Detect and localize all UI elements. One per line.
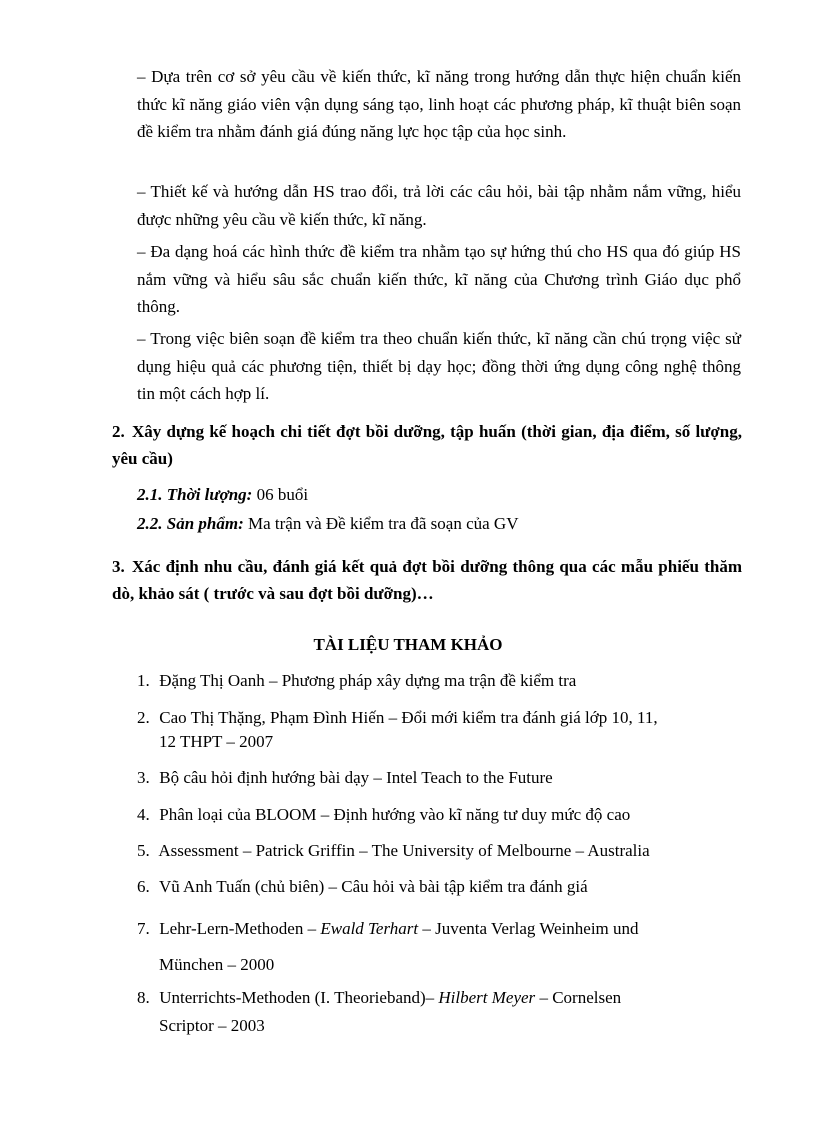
reference-continuation: München – 2000 <box>159 955 275 974</box>
reference-text: Bộ câu hỏi định hướng bài dạy – Intel Teach to the Future <box>159 768 553 787</box>
item-label: 2.1. Thời lượng: <box>137 485 253 504</box>
reference-number: 3. <box>137 768 150 787</box>
reference-author: Hilbert Meyer <box>438 988 536 1007</box>
section-3-heading <box>112 553 742 607</box>
reference-text: Phân loại của BLOOM – Định hướng vào kĩ năng tư duy mức độ cao <box>159 805 631 824</box>
section-2-heading <box>112 418 742 472</box>
section-3-title: Xác định nhu cầu, đánh giá kết quả đợt bồi dưỡng thông qua các mẫu phiếu thăm dò, khảo sát ( trước và sau đợt bồi dưỡng)… <box>112 557 742 603</box>
references-title: TÀI LIỆU THAM KHẢO <box>313 635 503 654</box>
reference-text: Đặng Thị Oanh – Phương pháp xây dựng ma trận đề kiểm tra <box>159 671 577 690</box>
reference-item <box>137 669 737 693</box>
reference-number: 7. <box>137 919 150 938</box>
reference-number: 8. <box>137 988 150 1007</box>
reference-text-tail: – Cornelsen <box>535 988 622 1007</box>
reference-continuation: Scriptor – 2003 <box>159 1016 265 1035</box>
reference-author: Ewald Terhart <box>320 919 419 938</box>
reference-number: 2. <box>137 708 150 727</box>
reference-text: Cao Thị Thặng, Phạm Đình Hiến – Đổi mới kiểm tra đánh giá lớp 10, 11, <box>159 708 658 727</box>
reference-item <box>137 803 737 827</box>
reference-item <box>137 766 737 790</box>
reference-number: 5. <box>137 841 150 860</box>
section-3-number: 3. <box>112 557 125 576</box>
bullet-paragraph: – Thiết kế và hướng dẫn HS trao đổi, trả lời các câu hỏi, bài tập nhằm nắm vững, hiểu được những yêu cầu về kiến thức, kĩ năng. <box>137 182 741 229</box>
reference-item <box>137 911 737 983</box>
section-2-number: 2. <box>112 422 125 441</box>
reference-continuation: 12 THPT – 2007 <box>159 732 274 751</box>
item-value: Ma trận và Đề kiểm tra đã soạn của GV <box>243 514 519 533</box>
bullet-paragraph: – Đa dạng hoá các hình thức đề kiểm tra nhằm tạo sự hứng thú cho HS qua đó giúp HS nắm vững và hiểu sâu sắc chuẩn kiến thức, kĩ năng của Chương trình Giáo dục phổ thông. <box>137 242 741 316</box>
reference-text: Vũ Anh Tuấn (chủ biên) – Câu hỏi và bài tập kiểm tra đánh giá <box>158 877 588 896</box>
section-2-item <box>137 483 308 507</box>
reference-item <box>137 706 737 754</box>
section-2-item <box>137 512 518 536</box>
reference-text-tail: – Juventa Verlag Weinheim und <box>418 919 639 938</box>
reference-item <box>137 984 737 1040</box>
bullet-paragraph: – Dựa trên cơ sở yêu cầu về kiến thức, kĩ năng trong hướng dẫn thực hiện chuẩn kiến thức kĩ năng giáo viên vận dụng sáng tạo, linh hoạt các phương pháp, kĩ thuật biên soạn đề kiểm tra nhằm đánh giá đúng năng lực học tập của học sinh. <box>137 67 741 141</box>
reference-item <box>137 839 737 863</box>
reference-number: 1. <box>137 671 150 690</box>
reference-text: Assessment – Patrick Griffin – The University of Melbourne – Australia <box>158 841 650 860</box>
bullet-paragraph: – Trong việc biên soạn đề kiểm tra theo chuẩn kiến thức, kĩ năng cần chú trọng việc sử dụng hiệu quả các phương tiện, thiết bị dạy học; đồng thời ứng dụng công nghệ thông tin một cách hợp lí. <box>137 329 741 403</box>
item-label: 2.2. Sản phẩm: <box>137 514 244 533</box>
reference-number: 4. <box>137 805 150 824</box>
reference-text: Unterrichts-Methoden (I. Theorieband)– <box>159 988 439 1007</box>
reference-text: Lehr-Lern-Methoden – <box>159 919 321 938</box>
reference-item <box>137 875 737 899</box>
section-2-title: Xây dựng kế hoạch chi tiết đợt bồi dưỡng, tập huấn (thời gian, địa điểm, số lượng, yêu cầu) <box>112 422 742 468</box>
reference-number: 6. <box>137 877 150 896</box>
item-value: 06 buổi <box>252 485 309 504</box>
